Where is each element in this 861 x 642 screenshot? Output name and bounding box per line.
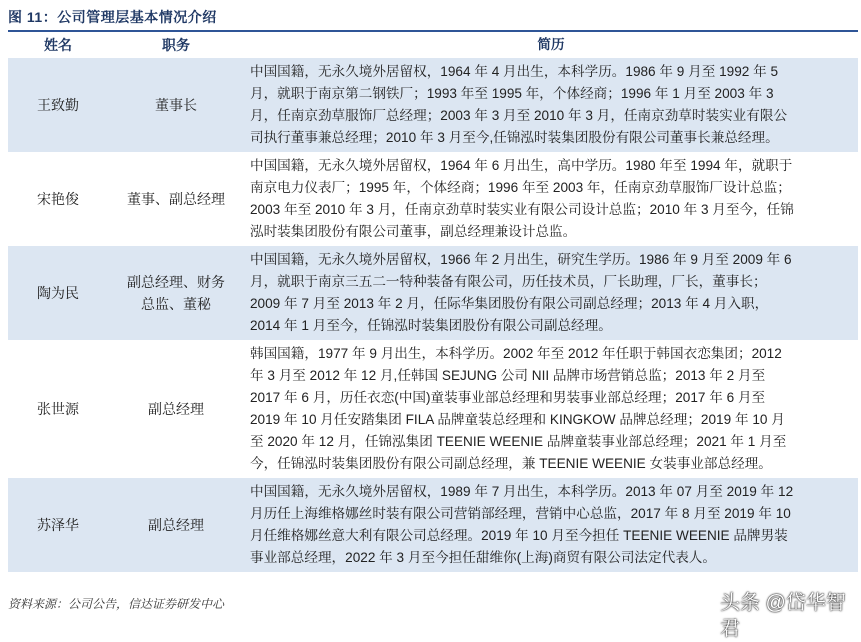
bio-line: 2003 年至 2010 年 3 月，任南京劲草时装实业有限公司设计总监；2010 年 3 月至今，任锦 [250, 202, 794, 217]
cell-position [108, 188, 244, 210]
bio-line: 2017 年 6 月，历任衣恋(中国)童装事业部总经理和男装事业部总经理；2017 年 6 月至 [250, 390, 766, 405]
cell-position [108, 514, 244, 536]
table-row [8, 340, 858, 478]
cell-name: 张世源 [37, 401, 79, 417]
header-name: 姓名 [44, 37, 72, 53]
table-row [8, 58, 858, 152]
position-line: 副总经理 [148, 401, 204, 417]
bio-line: 2014 年 1 月至今，任锦泓时装集团股份有限公司副总经理。 [250, 318, 612, 333]
cell-bio [244, 152, 858, 246]
position-line: 董事长 [155, 97, 197, 113]
cell-position [108, 94, 244, 116]
cell-position [108, 271, 244, 315]
bio-line: 南京电力仪表厂；1995 年，个体经商；1996 年至 2003 年，任南京劲草服饰厂设计总监； [250, 180, 791, 195]
bio-line: 2009 年 7 月至 2013 年 2 月，任际华集团股份有限公司副总经理；2013 年 4 月入职， [250, 296, 769, 311]
management-table [8, 32, 858, 572]
watermark: 头条 @岱华智君 [720, 592, 846, 640]
bio-line: 泓时装集团股份有限公司董事，副总经理兼设计总监。 [250, 224, 577, 239]
bio-line: 中国国籍，无永久境外居留权，1964 年 4 月出生，本科学历。1986 年 9 月至 1992 年 5 [250, 64, 779, 79]
figure-title: 图 11：公司管理层基本情况介绍 [8, 9, 217, 25]
cell-bio [244, 340, 858, 478]
table-row [8, 152, 858, 246]
position-line: 总监、董秘 [141, 296, 211, 312]
bio-line: 中国国籍，无永久境外居留权，1964 年 6 月出生，高中学历。1980 年至 1994 年，就职于 [250, 158, 793, 173]
cell-bio [244, 478, 858, 572]
source-note: 资料来源：公司公告，信达证券研发中心 [8, 597, 225, 611]
cell-bio [244, 246, 858, 340]
bio-line: 月历任上海维格娜丝时装有限公司营销部经理，营销中心总监，2017 年 8 月至 2019 年 10 [250, 506, 791, 521]
cell-name: 苏泽华 [37, 517, 79, 533]
bio-line: 月，任南京劲草服饰厂总经理；2003 年 3 月至 2010 年 3 月，任南京劲草时装实业有限公 [250, 108, 788, 123]
bio-line: 月任维格娜丝意大利有限公司总经理。2019 年 10 月至今担任 TEENIE WEENIE 品牌男装 [250, 528, 788, 543]
bio-line: 韩国国籍，1977 年 9 月出生，本科学历。2002 年至 2012 年任职于韩国衣恋集团；2012 [250, 346, 782, 361]
table-row [8, 478, 858, 572]
bio-line: 事业部总经理，2022 年 3 月至今担任甜维你(上海)商贸有限公司法定代表人。 [250, 550, 716, 565]
cell-name: 王致勤 [37, 97, 79, 113]
position-line: 副总经理 [148, 517, 204, 533]
bio-line: 年 3 月至 2012 年 12 月,任韩国 SEJUNG 公司 NII 品牌市场营销总监；2013 年 2 月至 [250, 368, 766, 383]
bio-line: 月，就职于南京第二钢铁厂；1993 年至 1995 年，个体经商；1996 年 1 月至 2003 年 3 [250, 86, 774, 101]
bio-line: 今，任锦泓时装集团股份有限公司副总经理，兼 TEENIE WEENIE 女装事业部总经理。 [250, 456, 772, 471]
bio-line: 至 2020 年 12 月，任锦泓集团 TEENIE WEENIE 品牌童装事业部总经理；2021 年 1 月至 [250, 434, 787, 449]
position-line: 副总经理、财务 [127, 274, 225, 290]
cell-name: 宋艳俊 [37, 191, 79, 207]
cell-name: 陶为民 [37, 285, 79, 301]
table-header [8, 32, 858, 58]
cell-bio [244, 58, 858, 152]
bio-line: 司执行董事兼总经理；2010 年 3 月至今,任锦泓时装集团股份有限公司董事长兼总经理。 [250, 130, 779, 145]
bio-line: 中国国籍，无永久境外居留权，1966 年 2 月出生，研究生学历。1986 年 9 月至 2009 年 6 [250, 252, 792, 267]
cell-position [108, 398, 244, 420]
table-row [8, 246, 858, 340]
bio-line: 月，就职于南京三五二一特种装备有限公司，历任技术员，厂长助理，厂长，董事长； [250, 274, 767, 289]
position-line: 董事、副总经理 [127, 191, 225, 207]
header-bio: 简历 [537, 37, 565, 52]
table-body [8, 58, 858, 572]
bio-line: 2019 年 10 月任安踏集团 FILA 品牌童装总经理和 KINGKOW 品牌总经理；2019 年 10 月 [250, 412, 785, 427]
header-position: 职务 [162, 37, 190, 53]
bio-line: 中国国籍，无永久境外居留权，1989 年 7 月出生，本科学历。2013 年 07 月至 2019 年 12 [250, 484, 794, 499]
